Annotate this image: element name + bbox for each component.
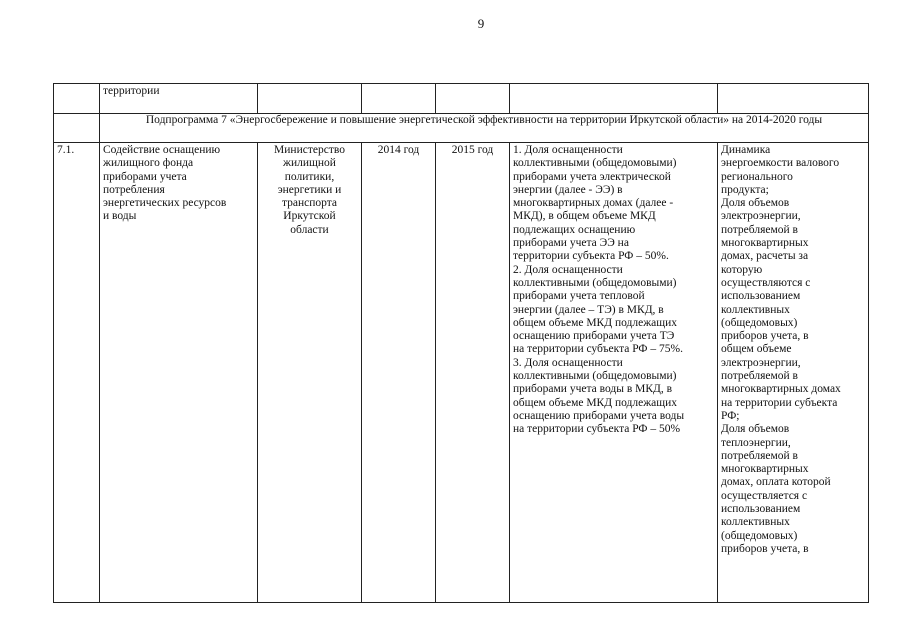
text-line: приборами учета ЭЭ на xyxy=(513,237,629,250)
text-line: домах, расчеты за xyxy=(721,250,809,263)
target-indicators xyxy=(510,143,718,603)
text-line: многоквартирных домах xyxy=(721,383,841,396)
text-line: использованием xyxy=(721,503,801,516)
text-line: политики, xyxy=(284,170,335,183)
text-line: РФ; xyxy=(721,409,740,422)
text-line: 3. Доля оснащенности xyxy=(513,356,623,369)
text-line: которую xyxy=(721,263,763,276)
text-line: многоквартирных xyxy=(721,237,809,250)
page-number: 9 xyxy=(477,16,485,31)
executor xyxy=(258,143,362,603)
text-line: Министерство xyxy=(274,144,345,156)
cell-number xyxy=(54,84,100,114)
cell-name: территории xyxy=(100,84,258,114)
text-line: Содействие оснащению xyxy=(103,144,221,156)
linked-indicators xyxy=(718,143,869,603)
text-line: приборами учета воды в МКД, в xyxy=(513,383,673,396)
text-line: потребляемой в xyxy=(721,449,798,462)
table-row-7-1 xyxy=(54,143,869,603)
text-line: энергетических ресурсов xyxy=(103,197,227,210)
text-line: приборами учета xyxy=(103,170,187,183)
text-line: энергоемкости валового xyxy=(721,157,840,170)
text-line: потребляемой в xyxy=(721,223,798,236)
text-line: энергетики и xyxy=(277,183,342,196)
text-line: общем объеме МКД подлежащих xyxy=(513,316,678,329)
text-line: области xyxy=(290,223,329,236)
cell-links xyxy=(718,84,869,114)
cell-end-year xyxy=(436,84,510,114)
text-line: электроэнергии, xyxy=(721,210,801,223)
text-line: коллективными (общедомовыми) xyxy=(513,157,677,170)
start-year: 2014 год xyxy=(362,143,436,603)
text-line: (общедомовых) xyxy=(721,529,798,542)
text-line: приборами учета тепловой xyxy=(513,290,645,303)
text-line: коллективными (общедомовыми) xyxy=(513,276,677,289)
text-line: и воды xyxy=(103,210,137,223)
cell-executor xyxy=(258,84,362,114)
subprogram-heading-row xyxy=(54,114,869,143)
text-line: регионального xyxy=(721,170,793,183)
text-line: на территории субъекта РФ – 75%. xyxy=(513,343,683,356)
text-line: жилищного фонда xyxy=(103,157,194,170)
text-line: осуществляются с xyxy=(721,276,811,289)
text-line: домах, оплата которой xyxy=(721,476,831,489)
text-line: коллективных xyxy=(721,303,790,316)
text-line: осуществляется с xyxy=(721,489,808,502)
text-line: коллективных xyxy=(721,516,790,529)
row-number: 7.1. xyxy=(54,143,100,603)
text-line: МКД), в общем объеме МКД xyxy=(513,210,656,223)
cell-indicators xyxy=(510,84,718,114)
text-line: 1. Доля оснащенности xyxy=(513,144,623,156)
continuation-row xyxy=(54,84,869,114)
program-table xyxy=(53,83,869,603)
text-line: многоквартирных xyxy=(721,463,809,476)
text-line: на территории субъекта xyxy=(721,396,838,409)
text-line: оснащению приборами учета воды xyxy=(513,409,685,422)
text-line: приборов учета, в xyxy=(721,542,809,555)
subprogram-heading: Подпрограмма 7 «Энергосбережение и повышение энергетической эффективности на территории Иркутской области» на 2014-2020 годы xyxy=(100,114,869,143)
end-year: 2015 год xyxy=(436,143,510,603)
text-line: Динамика xyxy=(721,144,771,156)
text-line: энергии (далее - ЭЭ) в xyxy=(513,183,623,196)
text-line: 2. Доля оснащенности xyxy=(513,263,623,276)
text-line: использованием xyxy=(721,290,801,303)
text-line: подлежащих оснащению xyxy=(513,223,636,236)
measure-name xyxy=(100,143,258,603)
text-line: энергии (далее – ТЭ) в МКД, в xyxy=(513,303,664,316)
text-line: транспорта xyxy=(281,197,338,210)
text-line: потребления xyxy=(103,183,165,196)
text-line: жилищной xyxy=(283,157,336,170)
text-line: теплоэнергии, xyxy=(721,436,791,449)
text-line: территории субъекта РФ – 50%. xyxy=(513,250,669,263)
text-line: оснащению приборами учета ТЭ xyxy=(513,330,675,343)
text-line: Иркутской xyxy=(283,210,336,223)
text-line: продукта; xyxy=(721,183,769,196)
text-line: многоквартирных домах (далее - xyxy=(513,197,674,210)
text-line: приборов учета, в xyxy=(721,330,809,343)
text-line: коллективными (общедомовыми) xyxy=(513,370,677,383)
text-line: приборами учета электрической xyxy=(513,170,671,183)
text-line: Доля объемов xyxy=(721,197,790,210)
text-line: потребляемой в xyxy=(721,370,798,383)
text-line: (общедомовых) xyxy=(721,316,798,329)
subprogram-spacer-cell xyxy=(54,114,100,143)
text-line: на территории субъекта РФ – 50% xyxy=(513,423,681,436)
text-line: электроэнергии, xyxy=(721,356,801,369)
text-line: общем объеме xyxy=(721,343,792,356)
cell-start-year xyxy=(362,84,436,114)
text-line: общем объеме МКД подлежащих xyxy=(513,396,678,409)
text-line: Доля объемов xyxy=(721,423,790,436)
